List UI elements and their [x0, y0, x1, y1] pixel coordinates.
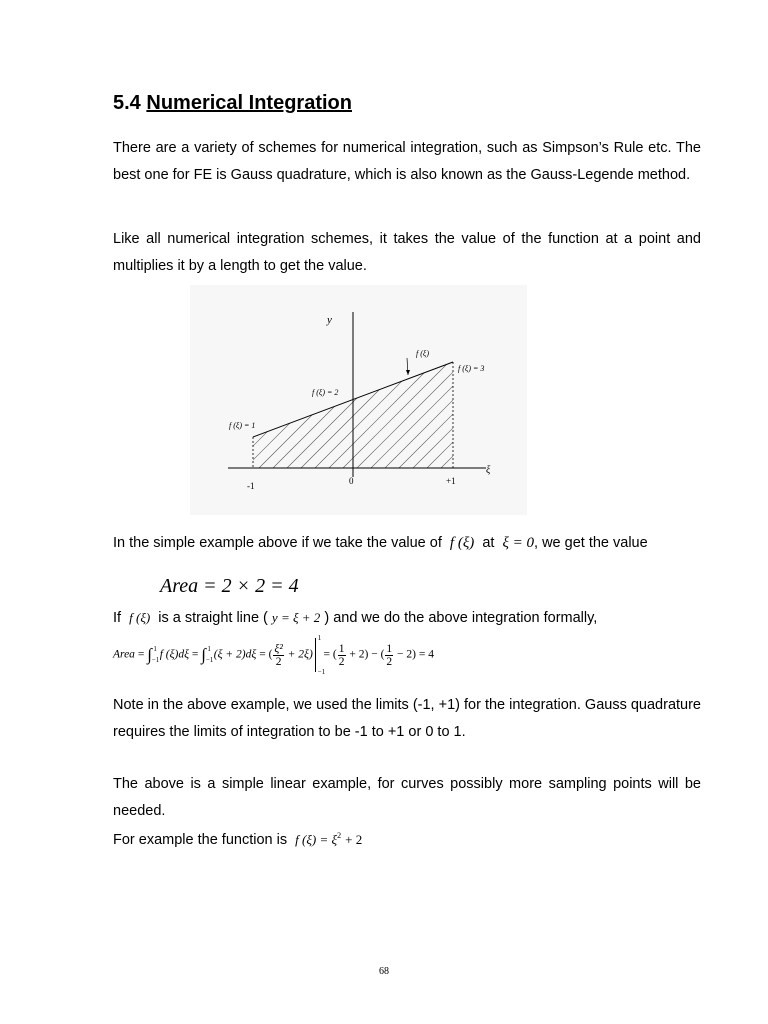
fraction-numerator: 1 [338, 642, 345, 655]
formula-equals: = [137, 648, 145, 661]
integral-lower-limit: −1 [151, 655, 160, 664]
integral-sign: ∫ [147, 645, 152, 664]
paragraph-simple-example [113, 535, 648, 552]
integrand-1: f (ξ)dξ [159, 648, 190, 661]
f-value-pos1-label: f (ξ) = 3 [458, 364, 485, 373]
formula-area: Area [113, 648, 135, 661]
fraction-one-half [385, 643, 393, 668]
y-axis-label: y [327, 314, 332, 326]
integration-formula [113, 634, 434, 676]
eval-upper-limit: 1 [317, 634, 322, 642]
formula-equals: = [191, 648, 199, 661]
text-segment: For example the function is [113, 831, 288, 848]
paragraph-schemes: Like all numerical integration schemes, it takes the value of the function at a point and multiplies it by a length to get the value. [113, 231, 701, 274]
inline-math-fxi: f (ξ) [129, 610, 151, 625]
formula-equals: = [259, 648, 266, 661]
tick-label-0: 0 [349, 476, 354, 486]
fraction-xi2-over-2 [273, 643, 283, 668]
section-title: Numerical Integration [146, 92, 352, 114]
text-segment: is a straight line ( [158, 610, 268, 626]
area-equation-text: Area = 2 × 2 = 4 [160, 575, 299, 597]
integral-lower-limit: −1 [205, 655, 214, 664]
tick-label-neg1: -1 [247, 481, 255, 491]
integral-sign: ∫ [201, 645, 206, 664]
section-heading [113, 92, 352, 115]
formula-term: − 2) = 4 [397, 648, 434, 661]
page-number: 68 [379, 966, 389, 977]
integral-upper-limit: 1 [153, 644, 157, 653]
inline-math-exponent: 2 [337, 831, 342, 840]
figure-background [190, 285, 527, 515]
eval-lower-limit: −1 [317, 668, 326, 676]
fraction-one-half [338, 643, 346, 668]
xi-axis-label: ξ [486, 465, 491, 476]
text-segment: at [482, 535, 495, 551]
inline-math-fxi-eq: f (ξ) = ξ [295, 831, 338, 847]
text-segment: , we get the value [534, 535, 648, 551]
paragraph-intro: There are a variety of schemes for numerical integration, such as Simpson’s Rule etc. The best one for FE is Gauss quadrature, which is also known as the Gauss-Legende method. [113, 140, 701, 183]
paragraph-curves: The above is a simple linear example, for curves possibly more sampling points will be needed. [113, 776, 701, 819]
inline-math-fxi: f (ξ) [449, 535, 475, 551]
f-value-0-label: f (ξ) = 2 [312, 388, 339, 397]
area-equation [160, 575, 299, 598]
integral-upper-limit: 1 [207, 644, 211, 653]
text-segment: If [113, 610, 122, 626]
f-xi-label: f (ξ) [416, 349, 429, 358]
paragraph-limits-note: Note in the above example, we used the limits (-1, +1) for the integration. Gauss quadrature requires the limits of integration to be -1 to +1 or 0 to 1. [113, 697, 701, 740]
formula-paren: ( [332, 648, 337, 661]
fraction-denominator: 2 [386, 655, 393, 668]
tick-label-pos1: +1 [446, 476, 456, 486]
inline-math-xi-zero: ξ = 0 [502, 535, 535, 551]
formula-plus-2xi: + 2ξ) [287, 648, 313, 661]
text-segment: In the simple example above if we take the value of [113, 535, 442, 551]
integrand-2: (ξ + 2)dξ [213, 648, 257, 661]
section-number: 5.4 [113, 92, 141, 114]
inline-math-line-eq: y = ξ + 2 [271, 610, 321, 625]
integration-figure [190, 285, 527, 515]
text-segment: ) and we do the above integration formally, [324, 610, 598, 626]
fraction-denominator: 2 [275, 655, 282, 668]
formula-paren: ( [268, 648, 273, 661]
paragraph-straight-line [113, 610, 597, 626]
inline-math-plus-two: + 2 [345, 831, 363, 847]
fraction-numerator: ξ² [274, 642, 283, 655]
paragraph-function-example [113, 831, 362, 848]
fraction-numerator: 1 [386, 642, 393, 655]
formula-term: + 2) − ( [349, 648, 385, 661]
fraction-denominator: 2 [338, 655, 345, 668]
f-value-neg1-label: f (ξ) = 1 [229, 421, 256, 430]
evaluation-bar [315, 634, 326, 676]
formula-equals: = [323, 648, 331, 661]
